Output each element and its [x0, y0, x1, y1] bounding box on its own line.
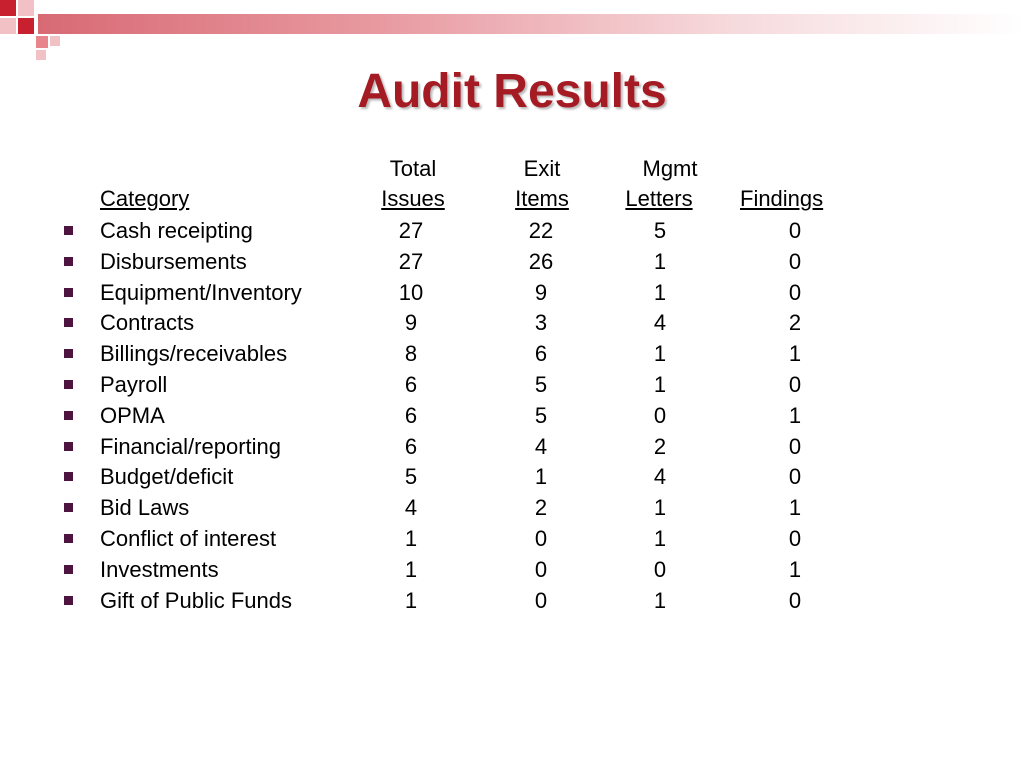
cell-exit: 9 [534, 279, 548, 305]
cell-findings: 0 [788, 525, 802, 551]
table-row [0, 432, 1024, 463]
cell-findings: 1 [788, 556, 802, 582]
bullet-icon [64, 411, 73, 420]
cell-total: 6 [404, 402, 418, 428]
bullet-icon [64, 349, 73, 358]
cell-findings: 0 [788, 433, 802, 459]
cell-total: 4 [404, 495, 418, 521]
cell-mgmt: 1 [653, 525, 667, 551]
cell-total: 6 [404, 371, 418, 397]
cell-findings: 0 [788, 279, 802, 305]
table-row [0, 555, 1024, 586]
cell-mgmt: 1 [653, 341, 667, 367]
decor-square [0, 18, 16, 34]
table-row [0, 216, 1024, 247]
bullet-icon [64, 503, 73, 512]
bullet-icon [64, 472, 73, 481]
header-findings: Findings [740, 186, 824, 211]
header-total-issues: Total Issues [381, 156, 445, 211]
cell-category: Contracts [100, 310, 195, 336]
decor-square [0, 0, 16, 16]
cell-exit: 5 [534, 371, 548, 397]
cell-findings: 1 [788, 341, 802, 367]
cell-total: 6 [404, 433, 418, 459]
header-exit-items: Exit Items [515, 156, 569, 211]
table-row [0, 524, 1024, 555]
bullet-icon [64, 226, 73, 235]
cell-total: 27 [398, 248, 424, 274]
cell-mgmt: 4 [653, 310, 667, 336]
cell-total: 1 [404, 587, 418, 613]
table-row [0, 586, 1024, 617]
table-body [0, 216, 1024, 616]
cell-category: Financial/reporting [100, 433, 281, 459]
slide-title: Audit Results [357, 65, 667, 118]
cell-findings: 1 [788, 402, 802, 428]
decor-square [50, 36, 60, 46]
cell-category: Billings/receivables [100, 341, 288, 367]
cell-mgmt: 1 [653, 371, 667, 397]
table-row [0, 401, 1024, 432]
title-band [38, 14, 1024, 34]
bullet-icon [64, 596, 73, 605]
cell-mgmt: 0 [653, 556, 667, 582]
cell-total: 27 [398, 218, 424, 243]
table-row [0, 370, 1024, 401]
cell-category: Equipment/Inventory [100, 279, 302, 305]
cell-category: OPMA [100, 402, 165, 428]
header-category: Category [100, 186, 190, 211]
table-row [0, 462, 1024, 493]
cell-findings: 0 [788, 371, 802, 397]
cell-mgmt: 1 [653, 587, 667, 613]
cell-mgmt: 0 [653, 402, 667, 428]
cell-mgmt: 4 [653, 464, 667, 490]
cell-category: Bid Laws [100, 495, 190, 521]
cell-findings: 0 [788, 218, 802, 243]
cell-category: Investments [100, 556, 219, 582]
cell-exit: 0 [534, 587, 548, 613]
bullet-icon [64, 380, 73, 389]
cell-exit: 4 [534, 433, 548, 459]
cell-category: Payroll [100, 371, 168, 397]
cell-mgmt: 2 [653, 433, 667, 459]
bullet-icon [64, 534, 73, 543]
cell-total: 9 [404, 310, 418, 336]
cell-exit: 22 [528, 218, 554, 243]
table-row [0, 493, 1024, 524]
cell-mgmt: 1 [653, 495, 667, 521]
bullet-icon [64, 257, 73, 266]
cell-exit: 0 [534, 556, 548, 582]
decor-square [36, 36, 48, 48]
table-row [0, 247, 1024, 278]
bullet-icon [64, 442, 73, 451]
cell-findings: 0 [788, 248, 802, 274]
table-row [0, 308, 1024, 339]
cell-findings: 1 [788, 495, 802, 521]
table-row [0, 278, 1024, 309]
cell-exit: 26 [528, 248, 554, 274]
cell-total: 8 [404, 341, 418, 367]
cell-findings: 0 [788, 587, 802, 613]
cell-exit: 0 [534, 525, 548, 551]
cell-mgmt: 1 [653, 279, 667, 305]
cell-total: 1 [404, 525, 418, 551]
cell-category: Gift of Public Funds [100, 587, 292, 613]
cell-findings: 0 [788, 464, 802, 490]
cell-exit: 3 [534, 310, 548, 336]
decor-square [36, 50, 46, 60]
cell-total: 10 [398, 279, 424, 305]
cell-exit: 6 [534, 341, 548, 367]
cell-category: Conflict of interest [100, 525, 277, 551]
cell-total: 5 [404, 464, 418, 490]
cell-category: Budget/deficit [100, 464, 234, 490]
cell-findings: 2 [788, 310, 802, 336]
decor-square [18, 0, 34, 16]
table-row [0, 339, 1024, 370]
bullet-icon [64, 565, 73, 574]
bullet-icon [64, 318, 73, 327]
cell-total: 1 [404, 556, 418, 582]
cell-mgmt: 1 [653, 248, 667, 274]
cell-exit: 5 [534, 402, 548, 428]
cell-exit: 1 [534, 464, 548, 490]
bullet-icon [64, 288, 73, 297]
cell-category: Disbursements [100, 248, 247, 274]
cell-exit: 2 [534, 495, 548, 521]
header-mgmt-letters: Mgmt Letters [625, 156, 698, 211]
cell-mgmt: 5 [653, 218, 667, 243]
decor-square [18, 18, 34, 34]
cell-category: Cash receipting [100, 218, 253, 243]
table-header [0, 154, 1024, 216]
